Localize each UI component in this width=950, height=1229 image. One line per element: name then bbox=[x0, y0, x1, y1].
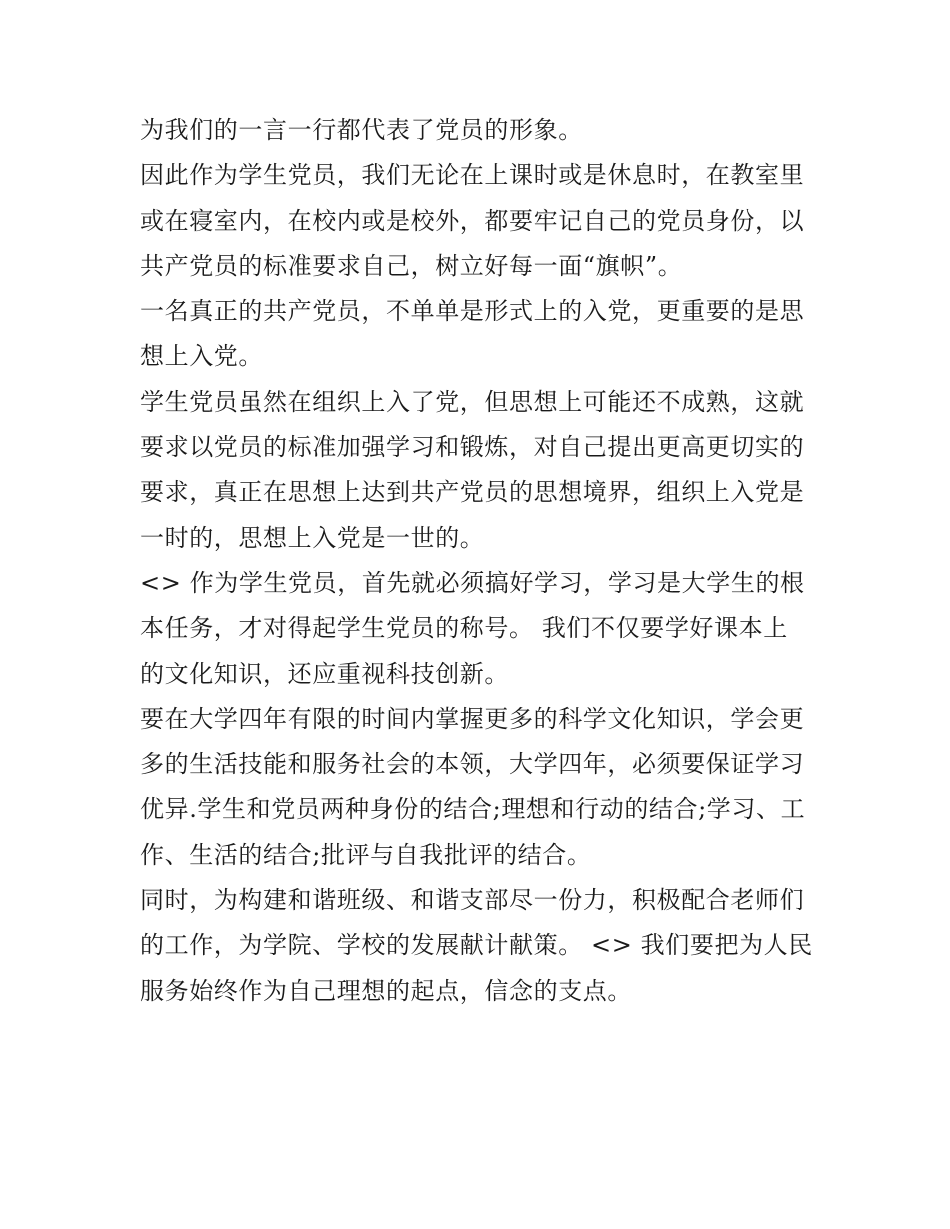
text-line: 为我们的一言一行都代表了党员的形象。 bbox=[140, 116, 583, 144]
text-line: 的工作，为学院、学校的发展献计献策。 <> 我们要把为人民 bbox=[140, 931, 813, 960]
paragraph-2 bbox=[140, 153, 816, 289]
text-line: 要在大学四年有限的时间内掌握更多的科学文化知识，学会更 bbox=[140, 704, 805, 733]
text-line: 本任务，才对得起学生党员的称号。 我们不仅要学好课本上 bbox=[140, 614, 788, 643]
paragraph-5 bbox=[140, 561, 816, 697]
paragraph-6 bbox=[140, 697, 816, 878]
text-line: 要求以党员的标准加强学习和锻炼，对自己提出更高更切实的 bbox=[140, 433, 805, 462]
text-line: 服务始终作为自己理想的起点，信念的支点。 bbox=[140, 976, 632, 1005]
text-line: 要求，真正在思想上达到共产党员的思想境界，组织上入党是 bbox=[140, 478, 805, 507]
paragraph-3 bbox=[140, 289, 816, 380]
paragraph-1 bbox=[140, 108, 816, 153]
paragraph-7 bbox=[140, 878, 816, 1014]
text-line: <> 作为学生党员，首先就必须搞好学习，学习是大学生的根 bbox=[140, 568, 805, 597]
text-line: 优异.学生和党员两种身份的结合;理想和行动的结合;学习、工 bbox=[140, 795, 806, 824]
text-line: 作、生活的结合;批评与自我批评的结合。 bbox=[140, 840, 592, 869]
text-line: 多的生活技能和服务社会的本领，大学四年，必须要保证学习 bbox=[140, 750, 805, 779]
text-line: 学生党员虽然在组织上入了党，但思想上可能还不成熟，这就 bbox=[140, 387, 805, 416]
text-line: 的文化知识，还应重视科技创新。 bbox=[140, 659, 509, 688]
document-body bbox=[140, 108, 816, 1014]
text-line: 共产党员的标准要求自己，树立好每一面“旗帜”。 bbox=[140, 251, 683, 280]
paragraph-4 bbox=[140, 380, 816, 561]
text-line: 同时，为构建和谐班级、和谐支部尽一份力，积极配合老师们 bbox=[140, 886, 805, 915]
text-line: 一名真正的共产党员，不单单是形式上的入党，更重要的是思 bbox=[140, 297, 805, 326]
text-line: 一时的，思想上入党是一世的。 bbox=[140, 523, 485, 552]
text-line: 想上入党。 bbox=[140, 342, 263, 371]
text-line: 因此作为学生党员，我们无论在上课时或是休息时，在教室里 bbox=[140, 161, 805, 190]
text-line: 或在寝室内，在校内或是校外，都要牢记自己的党员身份，以 bbox=[140, 206, 805, 235]
